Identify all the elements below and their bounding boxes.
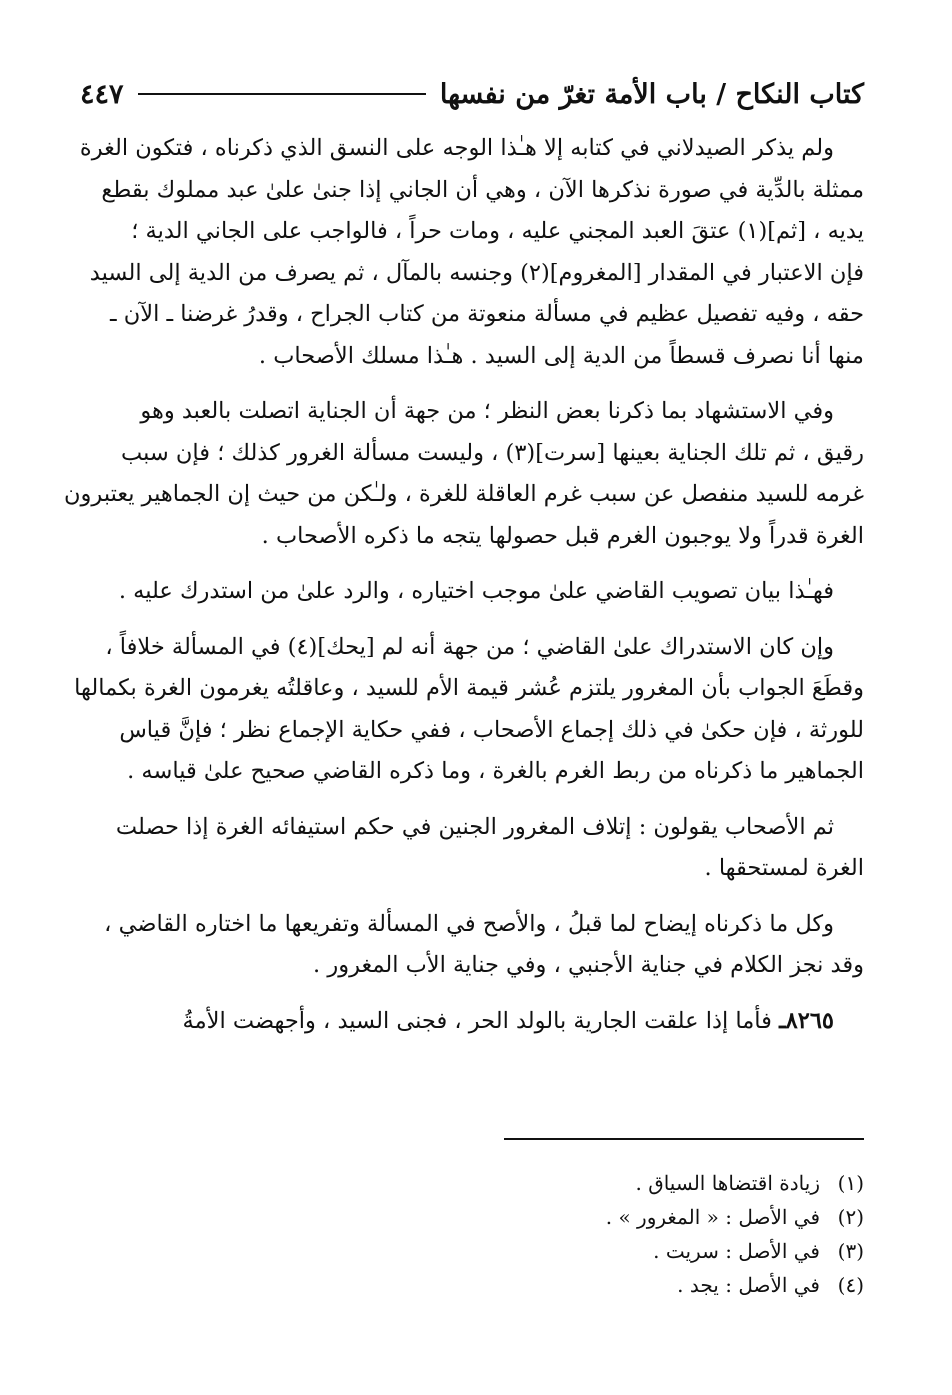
text-line: الغرة قدراً ولا يوجبون الغرم قبل حصولها يتجه ما ذكره الأصحاب . (261, 522, 864, 549)
footnote-text: في الأصل : سريت . (653, 1239, 820, 1263)
footnote-text: في الأصل : يجد . (677, 1273, 820, 1297)
text-line: فهـٰذا بيان تصويب القاضي علىٰ موجب اختياره ، والرد علىٰ من استدرك عليه . (118, 578, 834, 604)
text-line: ولم يذكر الصيدلاني في كتابه إلا هـٰذا الوجه على النسق الذي ذكرناه ، فتكون الغرة (79, 135, 834, 161)
text-segment: فأما إذا علقت الجارية بالولد الحر ، فجنى السيد ، وأجهضت الأمةُ (182, 1007, 772, 1034)
paragraph (64, 391, 864, 557)
text-line: وإن كان الاستدراك علىٰ القاضي ؛ من جهة أنه لم [يحك](٤) في المسألة خلافاً ، (105, 633, 834, 660)
paragraph (80, 571, 864, 613)
text-line: وقطَعَ الجواب بأن المغرور يلتزم عُشر قيمة الأم للسيد ، وعاقلتُه يغرمون الغرة بكمالها (74, 675, 864, 701)
paragraph (80, 904, 864, 987)
text-line: وقد نجز الكلام في جناية الأجنبي ، وفي جناية الأب المغرور . (313, 952, 864, 978)
text-line: منها أنا نصرف قسطاً من الدية إلى السيد . هـٰذا مسلك الأصحاب . (258, 342, 864, 369)
footnote-rule (504, 1138, 864, 1140)
paragraph (80, 128, 864, 377)
text-line: غرمه للسيد منفصل عن سبب غرم العاقلة للغرة ، ولـٰكن من حيث إن الجماهير يعتبرون (64, 481, 864, 507)
issue-number: ٨٢٦٥ـ (779, 1007, 834, 1034)
footnote-text: في الأصل : « المغرور » . (605, 1205, 820, 1229)
footnote-number: (٤) (837, 1273, 864, 1297)
text-line: حقه ، وفيه تفصيل عظيم في مسألة منعوتة من كتاب الجراح ، وقدرُ غرضنا ـ الآن ـ (109, 301, 864, 327)
text-line: للورثة ، فإن حكىٰ في ذلك إجماع الأصحاب ، ففي حكاية الإجماع نظر ؛ فإنَّ قياس (119, 716, 864, 743)
footnotes (80, 1166, 864, 1302)
body-text (64, 128, 864, 1056)
footnote (80, 1166, 864, 1200)
text-line: وكل ما ذكرناه إيضاح لما قبلُ ، والأصح في المسألة وتفريعها ما اختاره القاضي ، (104, 910, 834, 937)
footnote-text: زيادة اقتضاها السياق . (635, 1171, 820, 1195)
running-title: كتاب النكاح / باب الأمة تغرّ من نفسها (439, 78, 864, 110)
page-header (80, 70, 864, 118)
text-line: يديه ، [ثم](١) عتقَ العبد المجني عليه ، ومات حراً ، فالواجب على الجاني الدية ؛ (131, 218, 864, 244)
text-line: فإن الاعتبار في المقدار [المغروم](٢) وجنسه بالمآل ، ثم يصرف من الدية إلى السيد (89, 259, 864, 286)
paragraph (74, 627, 864, 793)
text-line: رقيق ، ثم تلك الجناية بعينها [سرت](٣) ، وليست مسألة الغرور كذلك ؛ فإن سبب (121, 439, 864, 466)
footnote (80, 1234, 864, 1268)
footnote (80, 1268, 864, 1302)
footnote-number: (١) (837, 1171, 864, 1195)
paragraph (80, 807, 864, 890)
page-number: ٤٤٧ (80, 78, 124, 110)
text-line: الغرة لمستحقها . (704, 855, 864, 881)
text-line: ممثلة بالدِّية في صورة نذكرها الآن ، وهي أن الجاني إذا جنىٰ علىٰ عبد مملوك بقطع (101, 176, 864, 203)
footnote (80, 1200, 864, 1234)
text-line (80, 1001, 864, 1043)
footnote-number: (٣) (837, 1239, 864, 1263)
header-rule (138, 93, 426, 95)
footnote-number: (٢) (837, 1205, 864, 1229)
text-line: ثم الأصحاب يقولون : إتلاف المغرور الجنين في حكم استيفائه الغرة إذا حصلت (115, 813, 834, 840)
numbered-paragraph (80, 1001, 864, 1043)
text-line: وفي الاستشهاد بما ذكرنا بعض النظر ؛ من جهة أن الجناية اتصلت بالعبد وهو (140, 398, 834, 424)
text-line: الجماهير ما ذكرناه من ربط الغرم بالغرة ، وما ذكره القاضي صحيح علىٰ قياسه . (127, 758, 864, 784)
